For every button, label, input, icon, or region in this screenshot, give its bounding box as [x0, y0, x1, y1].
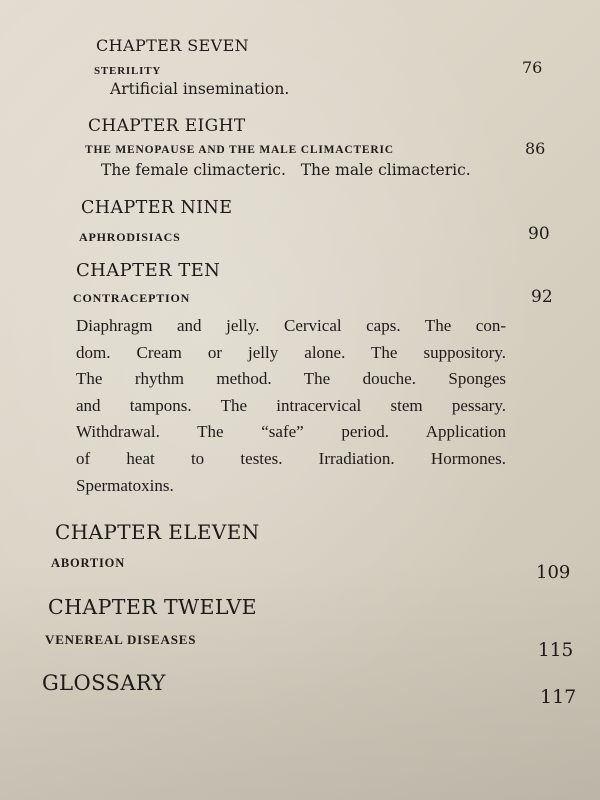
chapter-eleven-title: CHAPTER ELEVEN: [55, 520, 260, 544]
chapter-ten-desc: [76, 313, 506, 499]
chapter-ten-desc-line: and tampons. The intracervical stem pessary.: [76, 395, 506, 415]
chapter-ten-desc-line: Diaphragm and jelly. Cervical caps. The con-: [76, 316, 506, 335]
chapter-ten-desc-line: Spermatoxins.: [76, 475, 174, 495]
chapter-ten-title: CHAPTER TEN: [76, 260, 221, 281]
chapter-twelve-title: CHAPTER TWELVE: [48, 595, 258, 619]
chapter-ten-desc-line: Withdrawal. The “safe” period. Application: [76, 422, 506, 442]
chapter-seven-desc: Artificial insemination.: [110, 80, 290, 98]
chapter-eight-page: 86: [525, 139, 546, 158]
chapter-ten-desc-line: The rhythm method. The douche. Sponges: [76, 369, 506, 389]
chapter-eight-title: CHAPTER EIGHT: [88, 116, 246, 136]
chapter-seven-subtitle: STERILITY: [94, 65, 162, 77]
chapter-seven-page: 76: [522, 58, 543, 77]
chapter-eleven-subtitle: ABORTION: [51, 556, 126, 570]
chapter-nine-title: CHAPTER NINE: [81, 198, 233, 218]
glossary-title: GLOSSARY: [42, 671, 166, 695]
glossary-page: 117: [540, 686, 577, 708]
chapter-ten-subtitle: CONTRACEPTION: [73, 291, 191, 305]
chapter-eight-subtitle: THE MENOPAUSE AND THE MALE CLIMACTERIC: [85, 144, 394, 156]
chapter-ten-page: 92: [531, 287, 553, 307]
chapter-twelve-subtitle: VENEREAL DISEASES: [45, 632, 197, 647]
chapter-nine-page: 90: [528, 224, 550, 244]
chapter-twelve-page: 115: [538, 640, 574, 661]
chapter-seven-title: CHAPTER SEVEN: [96, 36, 250, 55]
chapter-eleven-page: 109: [536, 562, 571, 583]
chapter-eight-desc: The female climacteric. The male climacteric.: [101, 161, 471, 179]
chapter-ten-desc-line: dom. Cream or jelly alone. The suppository.: [76, 342, 506, 362]
chapter-ten-desc-line: of heat to testes. Irradiation. Hormones.: [76, 448, 506, 468]
chapter-nine-subtitle: APHRODISIACS: [79, 230, 181, 244]
